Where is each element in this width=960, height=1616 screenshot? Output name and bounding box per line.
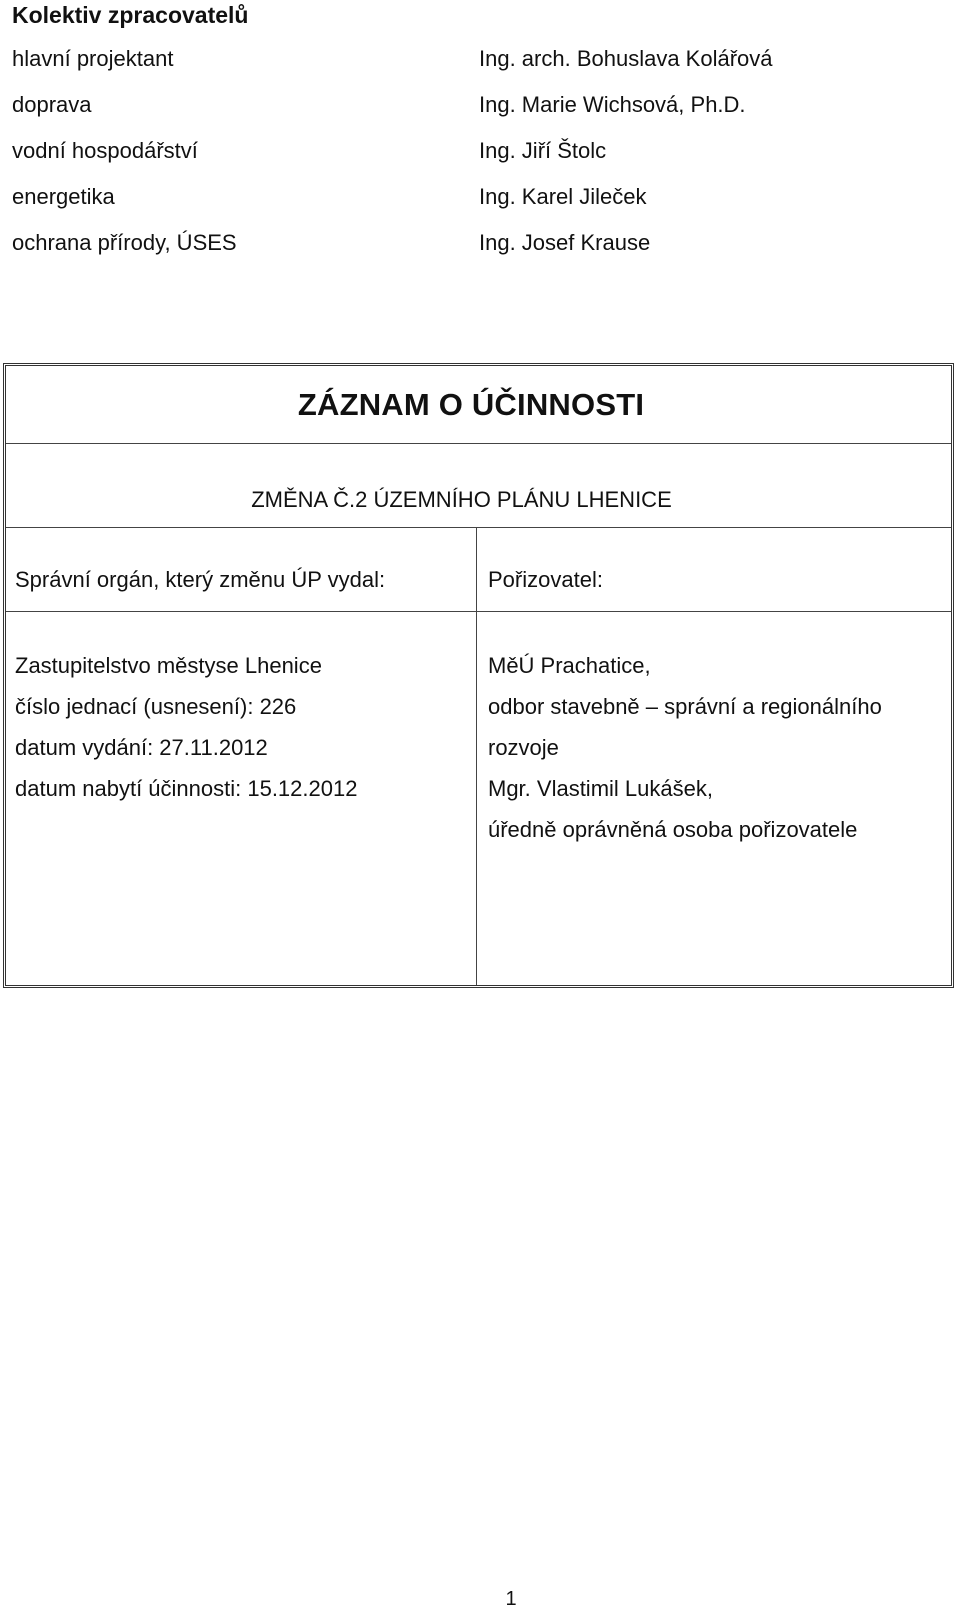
detail-line: rozvoje xyxy=(488,735,559,760)
detail-line: číslo jednací (usnesení): 226 xyxy=(15,694,297,719)
team-row xyxy=(12,90,912,136)
effectiveness-record-box xyxy=(3,363,954,988)
team-row xyxy=(12,44,912,90)
detail-line: MěÚ Prachatice, xyxy=(488,653,651,678)
team-row xyxy=(12,136,912,182)
team-role: vodní hospodářství xyxy=(12,138,198,163)
detail-line: datum nabytí účinnosti: 15.12.2012 xyxy=(15,776,358,801)
team-role: energetika xyxy=(12,184,115,209)
team-person: Ing. arch. Bohuslava Kolářová xyxy=(479,46,773,71)
record-subtitle: ZMĚNA Č.2 ÚZEMNÍHO PLÁNU LHENICE xyxy=(251,487,672,512)
page-number: 1 xyxy=(505,1588,517,1610)
team-person: Ing. Jiří Štolc xyxy=(479,138,607,163)
record-title: ZÁZNAM O ÚČINNOSTI xyxy=(297,386,645,422)
issuing-authority-label: Správní orgán, který změnu ÚP vydal: xyxy=(15,567,386,592)
record-label-row xyxy=(6,527,951,612)
detail-line: datum vydání: 27.11.2012 xyxy=(15,735,268,760)
detail-line: Zastupitelstvo městyse Lhenice xyxy=(15,653,322,678)
team-person: Ing. Josef Krause xyxy=(479,230,651,255)
procurer-details xyxy=(488,645,948,850)
detail-line: odbor stavebně – správní a regionálního xyxy=(488,694,882,719)
team-list xyxy=(12,44,912,274)
detail-line: úředně oprávněná osoba pořizovatele xyxy=(488,817,858,842)
team-heading: Kolektiv zpracovatelů xyxy=(12,2,249,28)
team-role: hlavní projektant xyxy=(12,46,174,71)
team-person: Ing. Marie Wichsová, Ph.D. xyxy=(479,92,746,117)
team-role: doprava xyxy=(12,92,92,117)
team-person: Ing. Karel Jileček xyxy=(479,184,647,209)
detail-line: Mgr. Vlastimil Lukášek, xyxy=(488,776,713,801)
team-row xyxy=(12,228,912,274)
record-subtitle-row xyxy=(6,443,951,528)
record-title-row xyxy=(6,366,951,444)
issuing-authority-details xyxy=(15,645,357,809)
team-row xyxy=(12,182,912,228)
team-role: ochrana přírody, ÚSES xyxy=(12,230,237,255)
column-divider xyxy=(476,527,477,985)
procurer-label: Pořizovatel: xyxy=(488,567,603,592)
